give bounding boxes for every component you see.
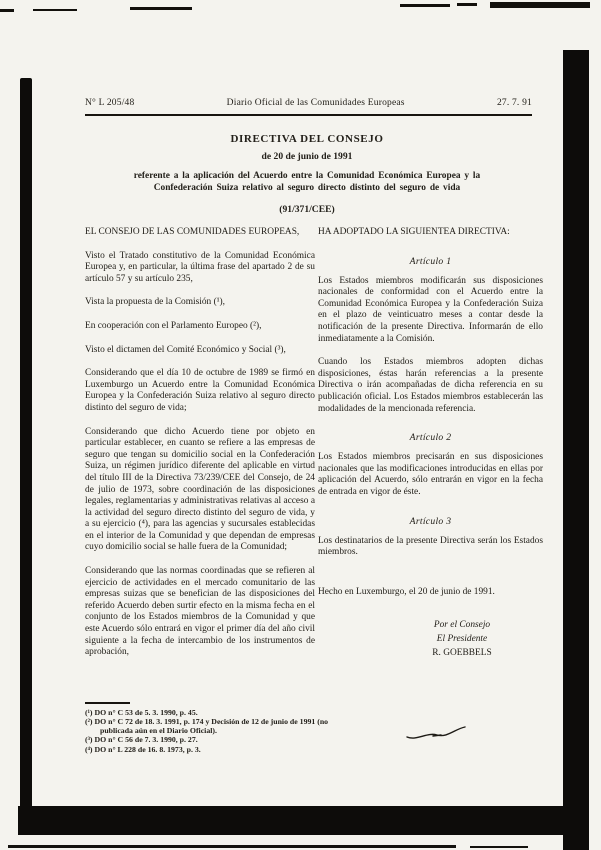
right-column xyxy=(318,227,543,660)
document-subject: referente a la aplicación del Acuerdo entre la Comunidad Económica Europea y la Confederación Suiza relativo al seguro directo distinto del seguro de vida xyxy=(133,171,481,193)
left-edge-scan-bar xyxy=(20,78,32,820)
document-title: DIRECTIVA DEL CONSEJO xyxy=(230,133,384,145)
signature-by: Por el Consejo xyxy=(433,620,491,631)
scan-mark xyxy=(33,9,77,11)
article-3-heading: Artículo 3 xyxy=(409,515,452,527)
issue-number: N° L 205/48 xyxy=(85,98,135,108)
signature-role: El Presidente xyxy=(436,634,488,645)
citation-paragraph: Visto el dictamen del Comité Económico y Social (³), xyxy=(85,344,286,355)
document-reference: (91/371/CEE) xyxy=(279,204,335,215)
article-3-paragraph: Los destinatarios de la presente Directiva serán los Estados miembros. xyxy=(318,535,543,558)
article-2-paragraph: Los Estados miembros precisarán en sus disposiciones nacionales que las modificaciones introducidas en ellas por aplicación del Acuerdo, sólo entrarán en vigor en la fecha de entrada en vigor de éste. xyxy=(318,452,543,497)
article-2-heading: Artículo 2 xyxy=(409,432,452,444)
bottom-edge-scan-bar xyxy=(18,806,589,835)
scan-mark xyxy=(0,9,14,12)
header-rule xyxy=(85,114,532,116)
adoption-clause: HA ADOPTADO LA SIGUIENTEA DIRECTIVA: xyxy=(318,227,510,237)
bottom-scan-line xyxy=(470,846,528,848)
citation-paragraph: Visto el Tratado constitutivo de la Comunidad Económica Europea y, en particular, la última frase del apartado 2 de su artículo 57 y su artículo 235, xyxy=(85,250,315,284)
footnote: (¹) DO n° C 53 de 5. 3. 1990, p. 45. xyxy=(85,707,198,717)
bottom-scan-line xyxy=(8,845,456,848)
footnote: (²) DO n° C 72 de 18. 3. 1991, p. 174 y Decisión de 12 de junio de 1991 (no publicada aún en el Diario Oficial). xyxy=(85,716,329,736)
signature-name: R. GOEBBELS xyxy=(432,648,492,659)
signature-block xyxy=(387,618,537,660)
scan-mark xyxy=(490,2,590,8)
article-1-paragraph: Los Estados miembros modificarán sus disposiciones nacionales de conformidad con el Acuerdo entre la Comunidad Económica Europea y la Confederación Suiza en el plazo de veinticuatro meses a contar desde la notificación de la presente Directiva. Informarán de ello inmediatamente a la Comisión. xyxy=(318,275,543,344)
scan-mark xyxy=(400,4,450,7)
citation-paragraph: Vista la propuesta de la Comisión (¹), xyxy=(85,297,225,308)
footnote: (³) DO n° C 56 de 7. 3. 1990, p. 27. xyxy=(85,735,198,745)
recital-paragraph: Considerando que las normas coordinadas que se refieren al ejercicio de actividades en el mercado comunitario de las empresas suizas que se benefician de las disposiciones del referido Acuerdo deben surtir efecto en la misma fecha en el conjunto de los Estados miembros de la Comunidad y que este Acuerdo sólo entrará en vigor el primer día del año civil siguiente a la fecha de intercambio de los instrumentos de aprobación, xyxy=(85,566,315,658)
recital-paragraph: Considerando que el día 10 de octubre de 1989 se firmó en Luxemburgo un Acuerdo entre la Comunidad Económica Europea y la Confederación Suiza relativo al seguro directo distinto del seguro de vida; xyxy=(85,368,315,413)
article-1-paragraph: Cuando los Estados miembros adopten dichas disposiciones, éstas harán referencias a la presente Directiva o irán acompañadas de dicha referencia en su publicación oficial. Los Estados miembros establecerán las modalidades de la mencionada referencia. xyxy=(318,357,543,414)
pen-scribble xyxy=(403,722,475,744)
page-header xyxy=(85,97,532,109)
footnote-rule xyxy=(85,702,130,704)
journal-title: Diario Oficial de las Comunidades Europeas xyxy=(226,98,405,108)
document-title-block xyxy=(113,133,501,215)
citation-paragraph: En cooperación con el Parlamento Europeo (²), xyxy=(85,320,262,331)
scan-mark xyxy=(457,3,477,6)
recital-paragraph: Considerando que dicho Acuerdo tiene por objeto en particular establecer, en cuanto se refiere a las empresas de seguro que tengan su domicilio social en la Confederación Suiza, un régimen jurídico diferente del aplicable en virtud del título III de la Directiva 73/239/CEE del Consejo, de 24 de julio de 1973, sobre coordinación de las disposiciones legales, reglamentarias y administrativas relativas al acceso a la actividad del seguro directo distinto del seguro de vida, y a su ejercicio (⁴), para las agencias y sucursales establecidas en el interior de la Comunidad y que dependan de empresas cuyo domicilio social se halle fuera de la Comunidad; xyxy=(85,426,315,553)
footnote: (⁴) DO n° L 228 de 16. 8. 1973, p. 3. xyxy=(85,744,201,754)
scan-mark xyxy=(130,7,192,10)
header-date: 27. 7. 91 xyxy=(496,98,532,108)
left-column xyxy=(85,227,315,671)
document-date-line: de 20 de junio de 1991 xyxy=(261,151,353,162)
article-1-heading: Artículo 1 xyxy=(409,255,452,267)
right-edge-scan-bar xyxy=(563,50,589,850)
closing-line: Hecho en Luxemburgo, el 20 de junio de 1991. xyxy=(318,586,495,597)
preamble-opening: EL CONSEJO DE LAS COMUNIDADES EUROPEAS, xyxy=(85,227,300,237)
footnotes-block xyxy=(85,702,347,754)
